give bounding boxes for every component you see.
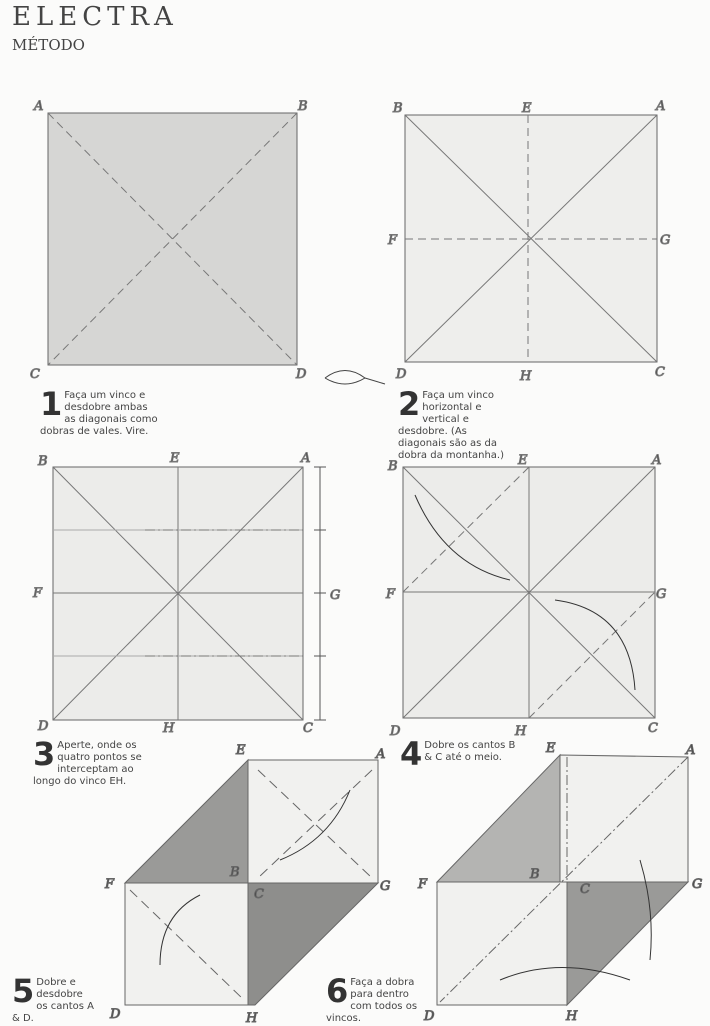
label-e: E xyxy=(170,451,180,466)
label-h: H xyxy=(515,724,527,739)
step-number: 6 xyxy=(326,972,349,1010)
label-f: F xyxy=(105,877,115,892)
turn-over-icon xyxy=(325,371,385,385)
label-h: H xyxy=(520,369,532,384)
label-g: G xyxy=(330,588,341,603)
label-d: D xyxy=(390,724,401,739)
label-g: G xyxy=(692,877,703,892)
label-b: B xyxy=(388,459,398,474)
label-e: E xyxy=(546,741,556,756)
step-text: Dobre os cantos B & C até o meio. xyxy=(424,740,516,763)
label-c: C xyxy=(655,365,665,380)
label-g: G xyxy=(656,587,667,602)
step-3 xyxy=(33,735,148,788)
step-number: 1 xyxy=(40,385,63,423)
label-b: B xyxy=(298,99,308,114)
label-c: C xyxy=(648,721,658,736)
label-c: C xyxy=(254,887,264,902)
label-h: H xyxy=(163,721,175,736)
step-number: 2 xyxy=(398,385,421,423)
label-b: B xyxy=(393,101,403,116)
step-2 xyxy=(398,385,518,462)
label-a: A xyxy=(376,747,386,762)
label-e: E xyxy=(236,743,246,758)
label-d: D xyxy=(110,1007,121,1022)
label-a: A xyxy=(34,99,44,114)
step-text: Faça a dobra para dentro com todos os vincos. xyxy=(326,977,418,1024)
label-e: E xyxy=(522,101,532,116)
label-a: A xyxy=(686,743,696,758)
step-number: 3 xyxy=(33,735,56,773)
label-h: H xyxy=(246,1011,258,1026)
label-h: H xyxy=(566,1009,578,1024)
step-1 xyxy=(40,385,160,438)
step-4 xyxy=(400,735,520,773)
label-g: G xyxy=(380,879,391,894)
label-e: E xyxy=(518,453,528,468)
label-b: B xyxy=(38,454,48,469)
step-5 xyxy=(12,972,97,1025)
step-6 xyxy=(326,972,426,1025)
label-d: D xyxy=(296,367,307,382)
label-f: F xyxy=(33,586,43,601)
label-f: F xyxy=(418,877,428,892)
label-c: C xyxy=(303,721,313,736)
label-c: C xyxy=(580,882,590,897)
diagram-step-1 xyxy=(30,99,385,384)
page-title: ELECTRA xyxy=(12,2,178,32)
step-number: 5 xyxy=(12,972,35,1010)
diagram-step-6 xyxy=(417,741,702,1024)
step-text: Faça um vinco e desdobre ambas as diagonais como dobras de vales. Vire. xyxy=(40,390,158,437)
label-a: A xyxy=(656,99,666,114)
label-b: B xyxy=(230,865,240,880)
label-d: D xyxy=(396,367,407,382)
label-f: F xyxy=(386,587,396,602)
step-text: Aperte, onde os quatro pontos se interceptam ao longo do vinco EH. xyxy=(33,740,142,787)
step-text: Dobre e desdobre os cantos A & D. xyxy=(12,977,95,1024)
page-subtitle: MÉTODO xyxy=(12,36,85,54)
label-a: A xyxy=(652,453,662,468)
diagram-step-3 xyxy=(32,451,340,736)
label-a: A xyxy=(301,451,311,466)
label-c: C xyxy=(30,367,40,382)
label-d: D xyxy=(424,1009,435,1024)
step-number: 4 xyxy=(400,735,423,773)
label-b: B xyxy=(530,867,540,882)
label-f: F xyxy=(388,233,398,248)
label-g: G xyxy=(660,233,671,248)
diagram-step-4 xyxy=(385,453,666,739)
step-text: Faça um vinco horizontal e vertical e desdobre. (As diagonais são as da dobra da montanha.) xyxy=(398,390,505,461)
diagram-step-2 xyxy=(387,99,670,384)
label-d: D xyxy=(38,719,49,734)
